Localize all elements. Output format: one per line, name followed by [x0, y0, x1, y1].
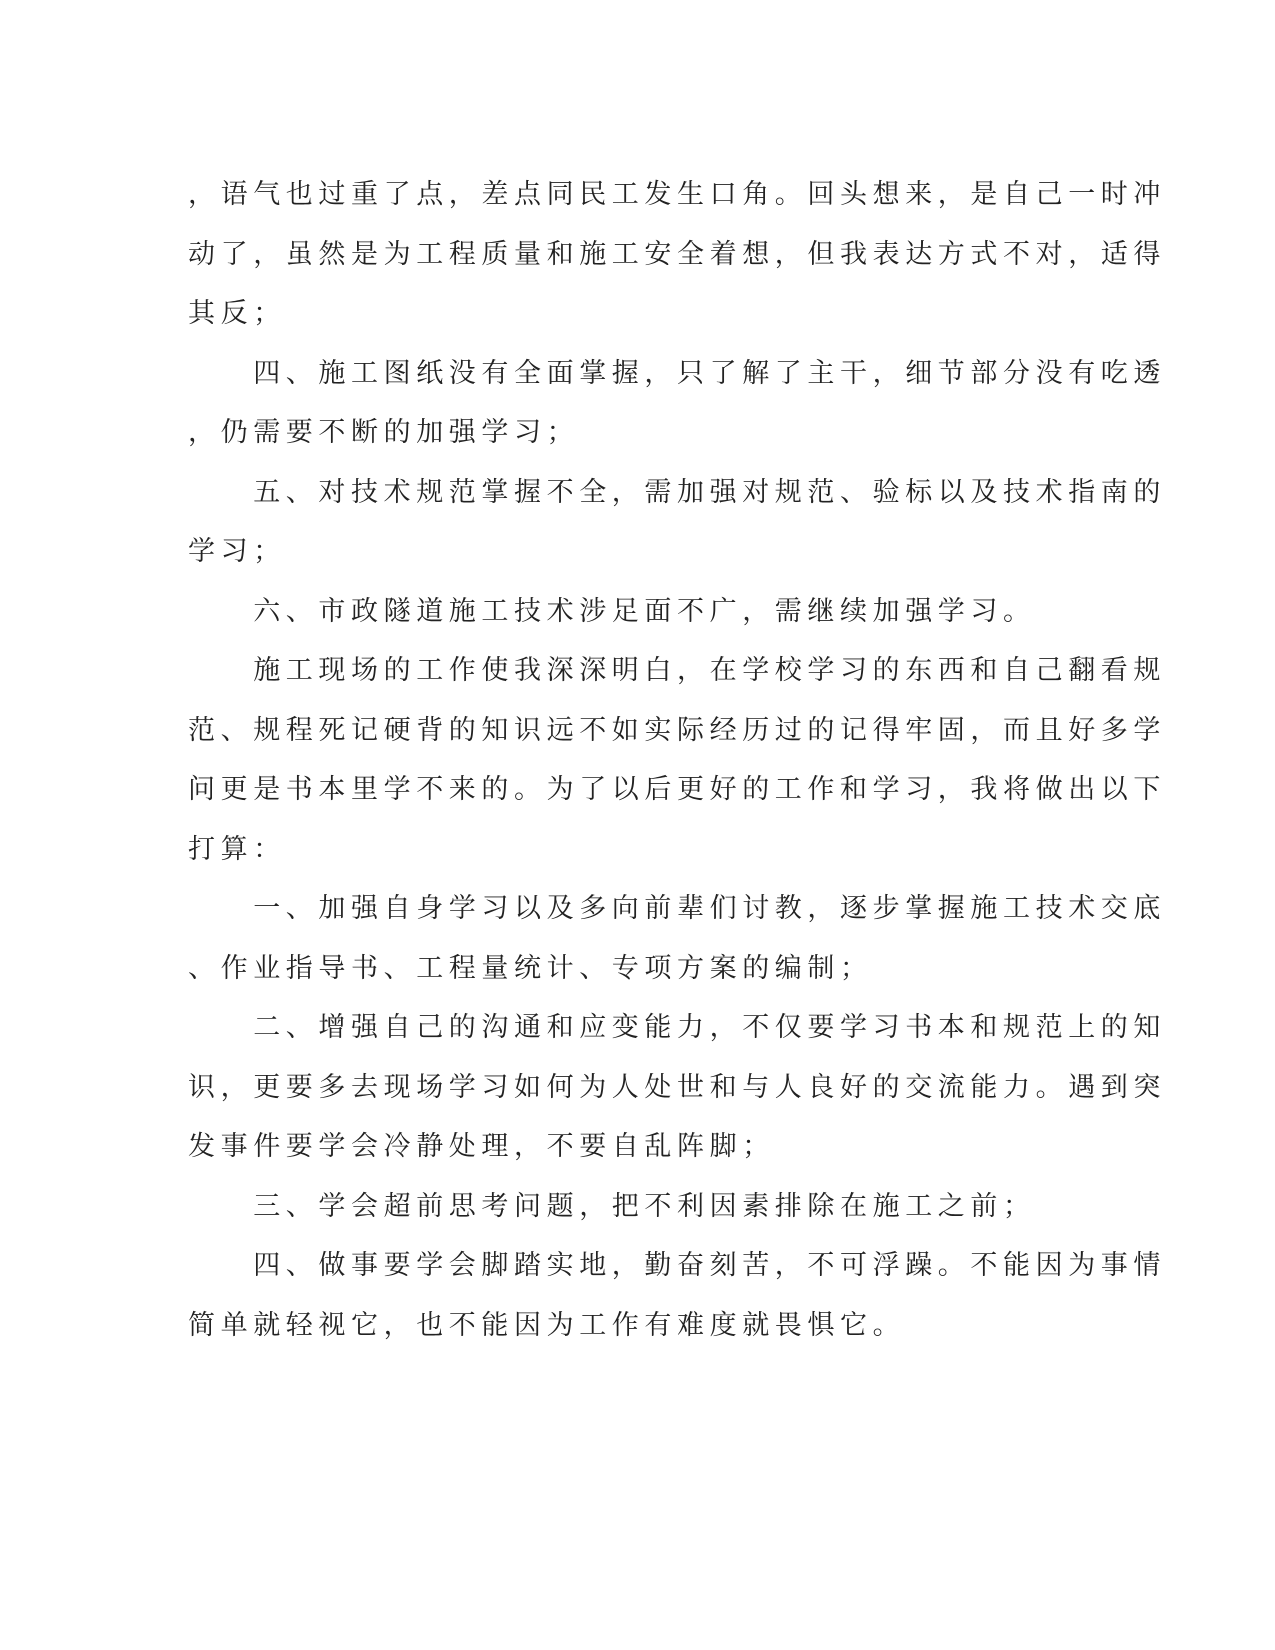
text-line: 范、规程死记硬背的知识远不如实际经历过的记得牢固，而且好多学: [188, 714, 1166, 746]
text-line: 、作业指导书、工程量统计、专项方案的编制；: [188, 952, 873, 984]
text-line: 一、加强自身学习以及多向前辈们讨教，逐步掌握施工技术交底: [188, 893, 1166, 924]
text-line: 四、施工图纸没有全面掌握，只了解了主干，细节部分没有吃透: [188, 357, 1166, 389]
text-line: 二、增强自己的沟通和应变能力，不仅要学习书本和规范上的知: [188, 1012, 1166, 1043]
text-line: ，语气也过重了点，差点同民工发生口角。回头想来，是自己一时冲: [188, 179, 1166, 210]
text-line: 六、市政隧道施工技术涉足面不广，需继续加强学习。: [188, 595, 1036, 627]
text-line: 五、对技术规范掌握不全，需加强对规范、验标以及技术指南的: [188, 476, 1166, 508]
text-line: 三、学会超前思考问题，把不利因素排除在施工之前；: [188, 1190, 1036, 1222]
document-body: [188, 165, 1166, 1355]
text-line: 打算：: [188, 833, 286, 865]
text-line: 学习；: [188, 536, 286, 567]
text-line: 发事件要学会冷静处理，不要自乱阵脚；: [188, 1131, 775, 1162]
text-line: ，仍需要不断的加强学习；: [188, 417, 580, 448]
text-line: 识，更要多去现场学习如何为人处世和与人良好的交流能力。遇到突: [188, 1071, 1166, 1103]
text-line: 其反；: [188, 298, 286, 329]
text-line: 四、做事要学会脚踏实地，勤奋刻苦，不可浮躁。不能因为事情: [188, 1250, 1166, 1281]
text-line: 问更是书本里学不来的。为了以后更好的工作和学习，我将做出以下: [188, 774, 1166, 805]
text-line: 施工现场的工作使我深深明白，在学校学习的东西和自己翻看规: [188, 655, 1166, 686]
text-line: 动了，虽然是为工程质量和施工安全着想，但我表达方式不对，适得: [188, 238, 1166, 270]
text-line: 简单就轻视它，也不能因为工作有难度就畏惧它。: [188, 1309, 906, 1341]
